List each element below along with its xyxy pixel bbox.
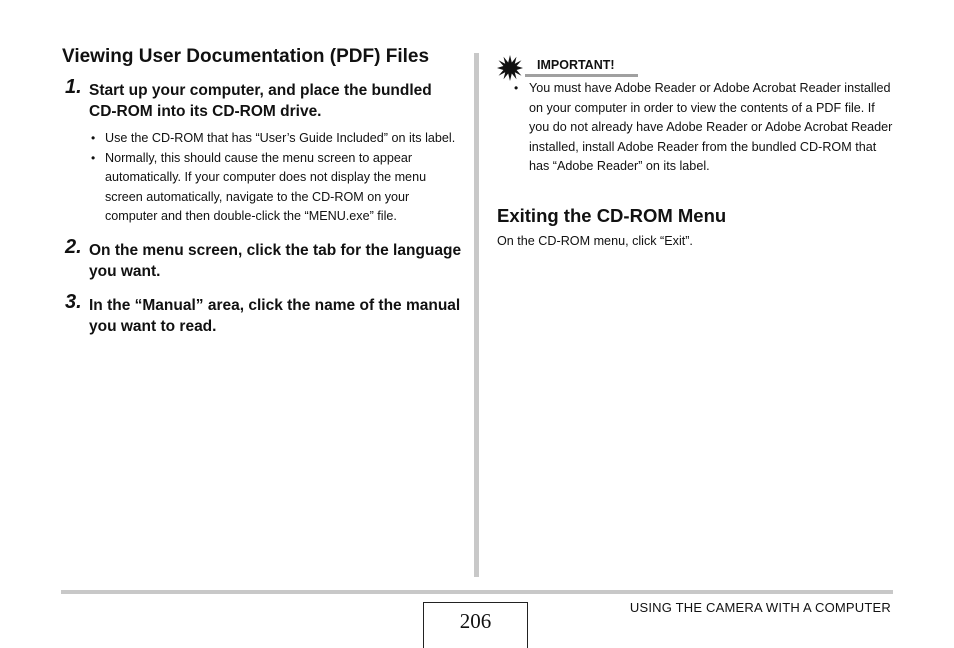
page-number-box [423,602,528,648]
step-3 [62,290,462,337]
step-text: On the menu screen, click the tab for the language you want. [89,241,462,280]
footer-section-title: USING THE CAMERA WITH A COMPUTER [629,600,891,615]
step-number: 3. [65,290,82,313]
section-subtitle: Exiting the CD-ROM Menu [497,204,727,226]
step-number: 1. [65,76,82,98]
step-number: 2. [65,235,82,258]
step-2 [62,235,462,282]
page-number: 206 [459,609,492,633]
starburst-icon [497,55,523,81]
important-label: IMPORTANT! [537,58,615,72]
footer-divider [61,590,893,594]
column-divider [474,53,479,577]
right-column [497,55,897,248]
important-bullet-list [497,79,897,177]
step-1 [62,76,462,227]
bullet-item: • You must have Adobe Reader or Adobe Acrobat Reader installed on your computer in order to view the contents of a PDF file. If you do not already have Adobe Reader or Adobe Acrobat Reader installed, install Adobe Reader from the bundled CD-ROM that has “Adobe Reader” on its label. [497,79,897,177]
bullet-item: • Normally, this should cause the menu screen to appear automatically. If your computer does not display the menu screen automatically, navigate to the CD-ROM on your computer and then double-click the “MENU.exe” file. [89,149,462,227]
bullet-item: • Use the CD-ROM that has “User’s Guide Included” on its label. [89,129,462,149]
step-text: Start up your computer, and place the bundled CD-ROM into its CD-ROM drive. [89,82,432,120]
paragraph: On the CD-ROM menu, click “Exit”. [497,233,693,248]
step-text: In the “Manual” area, click the name of the manual you want to read. [89,296,461,335]
bullet-list [89,129,462,227]
important-header [497,55,897,77]
section-title: Viewing User Documentation (PDF) Files [62,46,430,67]
important-underline [525,74,638,77]
left-column [62,46,462,337]
